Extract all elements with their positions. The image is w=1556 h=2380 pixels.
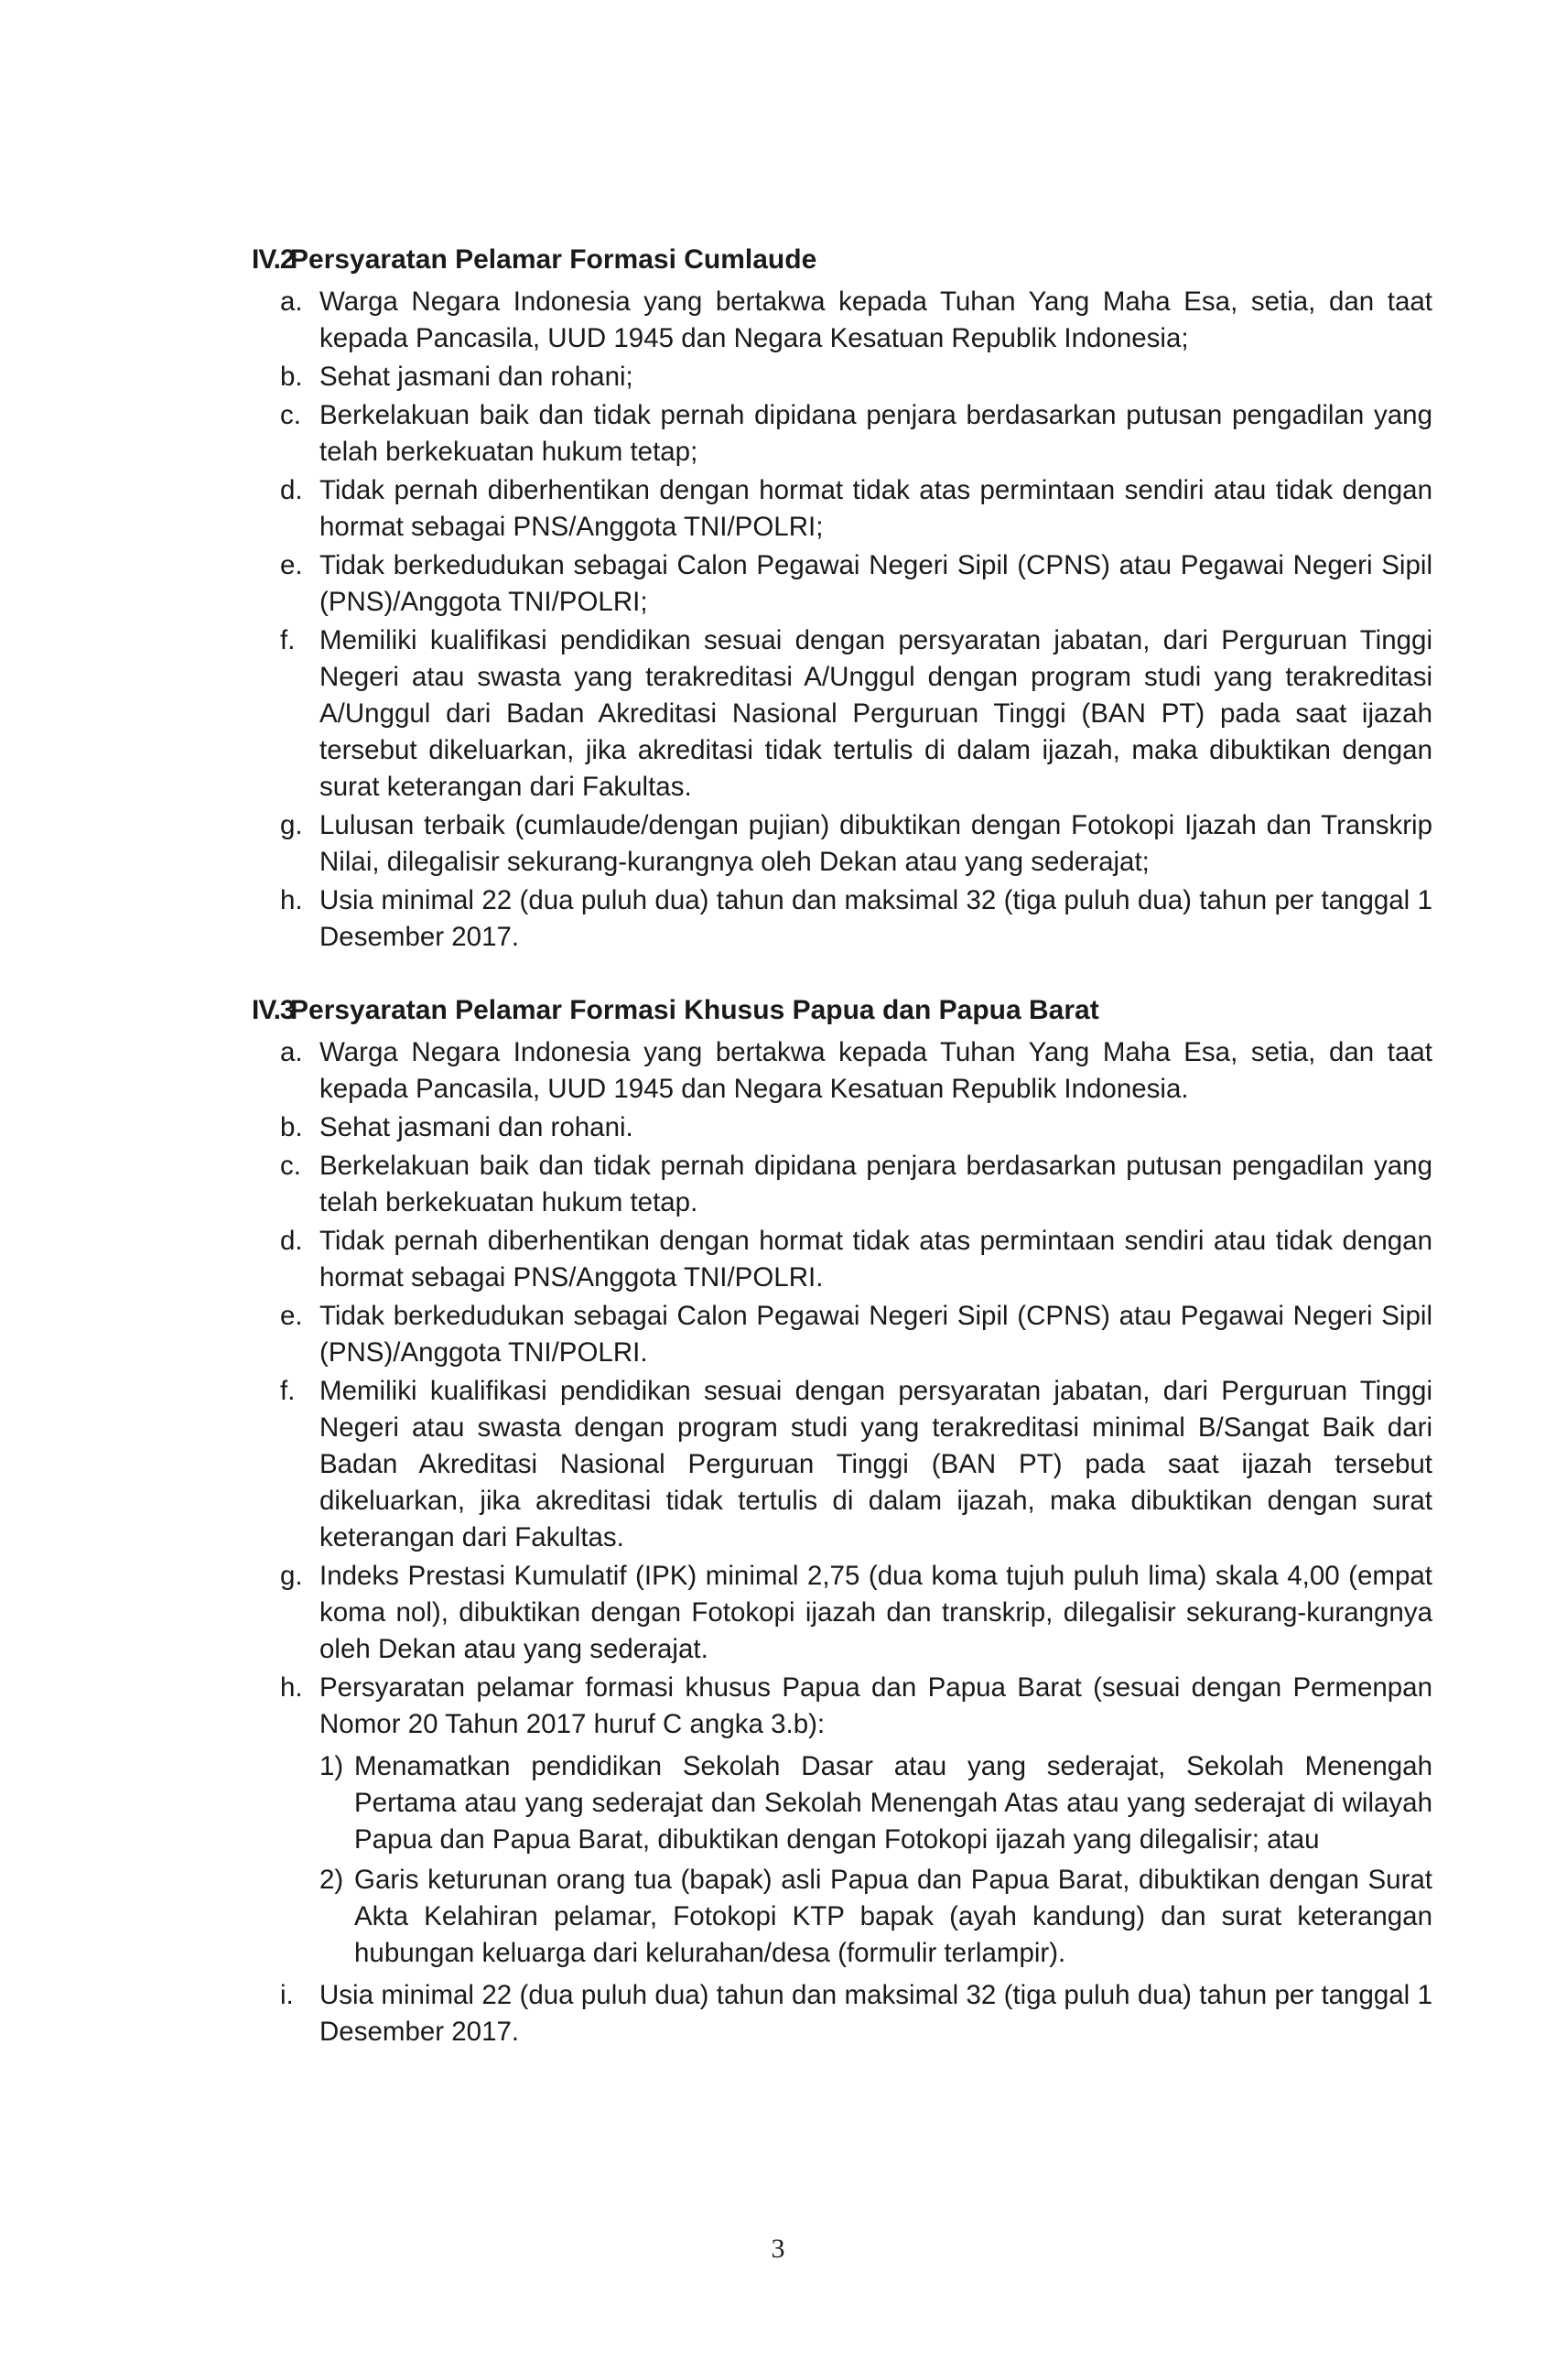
list-item-text: Warga Negara Indonesia yang bertakwa kepada Tuhan Yang Maha Esa, setia, dan taat kepada Pancasila, UUD 1945 dan Negara Kesatuan Republik Indonesia; (319, 287, 1432, 353)
list-item (252, 1148, 1432, 1221)
requirements-list (252, 1034, 1432, 2050)
list-item-text: Warga Negara Indonesia yang bertakwa kepada Tuhan Yang Maha Esa, setia, dan taat kepada Pancasila, UUD 1945 dan Negara Kesatuan Republik Indonesia. (319, 1037, 1432, 1104)
list-marker: d. (280, 475, 303, 505)
document-content (252, 240, 1432, 2085)
section-heading (252, 990, 1432, 1031)
list-marker: b. (280, 362, 303, 392)
list-item (252, 359, 1432, 395)
list-marker: c. (280, 400, 301, 430)
list-item-body (319, 1373, 1432, 1556)
list-item (252, 1373, 1432, 1556)
list-marker: e. (280, 1301, 303, 1331)
list-item-text: Berkelakuan baik dan tidak pernah dipidana penjara berdasarkan putusan pengadilan yang telah berkekuatan hukum tetap. (319, 1151, 1432, 1217)
list-item-body (319, 1223, 1432, 1296)
list-item-body (319, 397, 1432, 471)
list-item-body (319, 1034, 1432, 1108)
list-item-text: Usia minimal 22 (dua puluh dua) tahun dan maksimal 32 (tiga puluh dua) tahun per tanggal 1 Desember 2017. (319, 1980, 1432, 2047)
list-item-body (319, 1109, 1432, 1146)
list-item (252, 1109, 1432, 1146)
list-item (252, 807, 1432, 881)
list-marker: g. (280, 810, 303, 840)
list-item-body (319, 1670, 1432, 1975)
list-item (252, 1977, 1432, 2050)
section-number: IV.2 (252, 244, 295, 275)
list-item (252, 547, 1432, 621)
list-item-body (319, 1298, 1432, 1371)
list-item-body (319, 547, 1432, 621)
section-title: Persyaratan Pelamar Formasi Cumlaude (290, 244, 817, 275)
list-marker: a. (280, 287, 303, 317)
list-item-text: Usia minimal 22 (dua puluh dua) tahun dan maksimal 32 (tiga puluh dua) tahun per tanggal 1 Desember 2017. (319, 885, 1432, 952)
list-marker: g. (280, 1561, 303, 1591)
section-number: IV.3 (252, 995, 295, 1025)
list-marker: c. (280, 1151, 301, 1181)
sub-list-item (319, 1748, 1432, 1858)
list-marker: f. (280, 1376, 296, 1406)
list-item-text: Lulusan terbaik (cumlaude/dengan pujian) dibuktikan dengan Fotokopi Ijazah dan Transkrip Nilai, dilegalisir sekurang-kurangnya oleh Dekan atau yang sederajat; (319, 810, 1432, 877)
sub-list-item (319, 1862, 1432, 1972)
list-item-text: Memiliki kualifikasi pendidikan sesuai dengan persyaratan jabatan, dari Perguruan Tinggi Negeri atau swasta dengan program studi yang terakreditasi minimal B/Sangat Baik dari Badan Akreditasi Nasional Perguruan Tinggi (BAN PT) pada saat ijazah tersebut dikeluarkan, jika akreditasi tidak tertulis di dalam ijazah, maka dibuktikan dengan surat keterangan dari Fakultas. (319, 1376, 1432, 1552)
list-item-body (319, 1148, 1432, 1221)
list-item-body (319, 472, 1432, 546)
section (252, 990, 1432, 2050)
list-marker: a. (280, 1037, 303, 1067)
list-item (252, 1034, 1432, 1108)
list-marker: e. (280, 550, 303, 580)
list-item (252, 1558, 1432, 1668)
list-marker: h. (280, 885, 303, 915)
list-item-text: Memiliki kualifikasi pendidikan sesuai dengan persyaratan jabatan, dari Perguruan Tinggi Negeri atau swasta yang terakreditasi A/Unggul dengan program studi yang terakreditasi A/Unggul dari Badan Akreditasi Nasional Perguruan Tinggi (BAN PT) pada saat ijazah tersebut dikeluarkan, jika akreditasi tidak tertulis di dalam ijazah, maka dibuktikan dengan surat keterangan dari Fakultas. (319, 625, 1432, 802)
list-item-body (319, 1558, 1432, 1668)
list-marker: b. (280, 1112, 303, 1142)
list-marker: f. (280, 625, 296, 655)
sub-list-item-text: Garis keturunan orang tua (bapak) asli Papua dan Papua Barat, dibuktikan dengan Surat Akta Kelahiran pelamar, Fotokopi KTP bapak (ayah kandung) dan surat keterangan hubungan keluarga dari kelurahan/desa (formulir terlampir). (354, 1865, 1432, 1968)
sub-list-marker: 1) (319, 1751, 344, 1781)
list-marker: h. (280, 1672, 303, 1703)
list-item-body (319, 622, 1432, 806)
list-item-text: Persyaratan pelamar formasi khusus Papua dan Papua Barat (sesuai dengan Permenpan Nomor 20 Tahun 2017 huruf C angka 3.b): (319, 1672, 1432, 1739)
requirements-list (252, 284, 1432, 956)
sub-list-marker: 2) (319, 1865, 344, 1895)
list-item (252, 284, 1432, 357)
list-item-text: Tidak berkedudukan sebagai Calon Pegawai Negeri Sipil (CPNS) atau Pegawai Negeri Sipil (PNS)/Anggota TNI/POLRI. (319, 1301, 1432, 1368)
list-item-text: Tidak pernah diberhentikan dengan hormat tidak atas permintaan sendiri atau tidak dengan hormat sebagai PNS/Anggota TNI/POLRI; (319, 475, 1432, 542)
list-item-body (319, 807, 1432, 881)
section-title: Persyaratan Pelamar Formasi Khusus Papua dan Papua Barat (290, 995, 1099, 1025)
list-item-body (319, 1977, 1432, 2050)
list-item-text: Berkelakuan baik dan tidak pernah dipidana penjara berdasarkan putusan pengadilan yang telah berkekuatan hukum tetap; (319, 400, 1432, 467)
list-item (252, 622, 1432, 806)
list-item (252, 1670, 1432, 1975)
sub-list-item-text: Menamatkan pendidikan Sekolah Dasar atau yang sederajat, Sekolah Menengah Pertama atau yang sederajat dan Sekolah Menengah Atas atau yang sederajat di wilayah Papua dan Papua Barat, dibuktikan dengan Fotokopi ijazah yang dilegalisir; atau (354, 1751, 1432, 1855)
section (252, 240, 1432, 956)
list-item-text: Tidak pernah diberhentikan dengan hormat tidak atas permintaan sendiri atau tidak dengan hormat sebagai PNS/Anggota TNI/POLRI. (319, 1226, 1432, 1293)
list-item-text: Indeks Prestasi Kumulatif (IPK) minimal 2,75 (dua koma tujuh puluh lima) skala 4,00 (empat koma nol), dibuktikan dengan Fotokopi ijazah dan transkrip, dilegalisir sekurang-kurangnya oleh Dekan atau yang sederajat. (319, 1561, 1432, 1664)
list-item-text: Sehat jasmani dan rohani; (319, 362, 633, 392)
section-heading (252, 240, 1432, 280)
list-item (252, 397, 1432, 471)
list-item (252, 882, 1432, 956)
list-item-body (319, 359, 1432, 395)
list-item-text: Sehat jasmani dan rohani. (319, 1112, 633, 1142)
list-item (252, 1298, 1432, 1371)
list-marker: i. (280, 1980, 294, 2010)
page-number: 3 (771, 2234, 785, 2264)
list-item (252, 1223, 1432, 1296)
sub-list (319, 1748, 1432, 1972)
list-item-body (319, 284, 1432, 357)
list-item-body (319, 882, 1432, 956)
list-marker: d. (280, 1226, 303, 1256)
list-item (252, 472, 1432, 546)
list-item-text: Tidak berkedudukan sebagai Calon Pegawai Negeri Sipil (CPNS) atau Pegawai Negeri Sipil (PNS)/Anggota TNI/POLRI; (319, 550, 1432, 617)
